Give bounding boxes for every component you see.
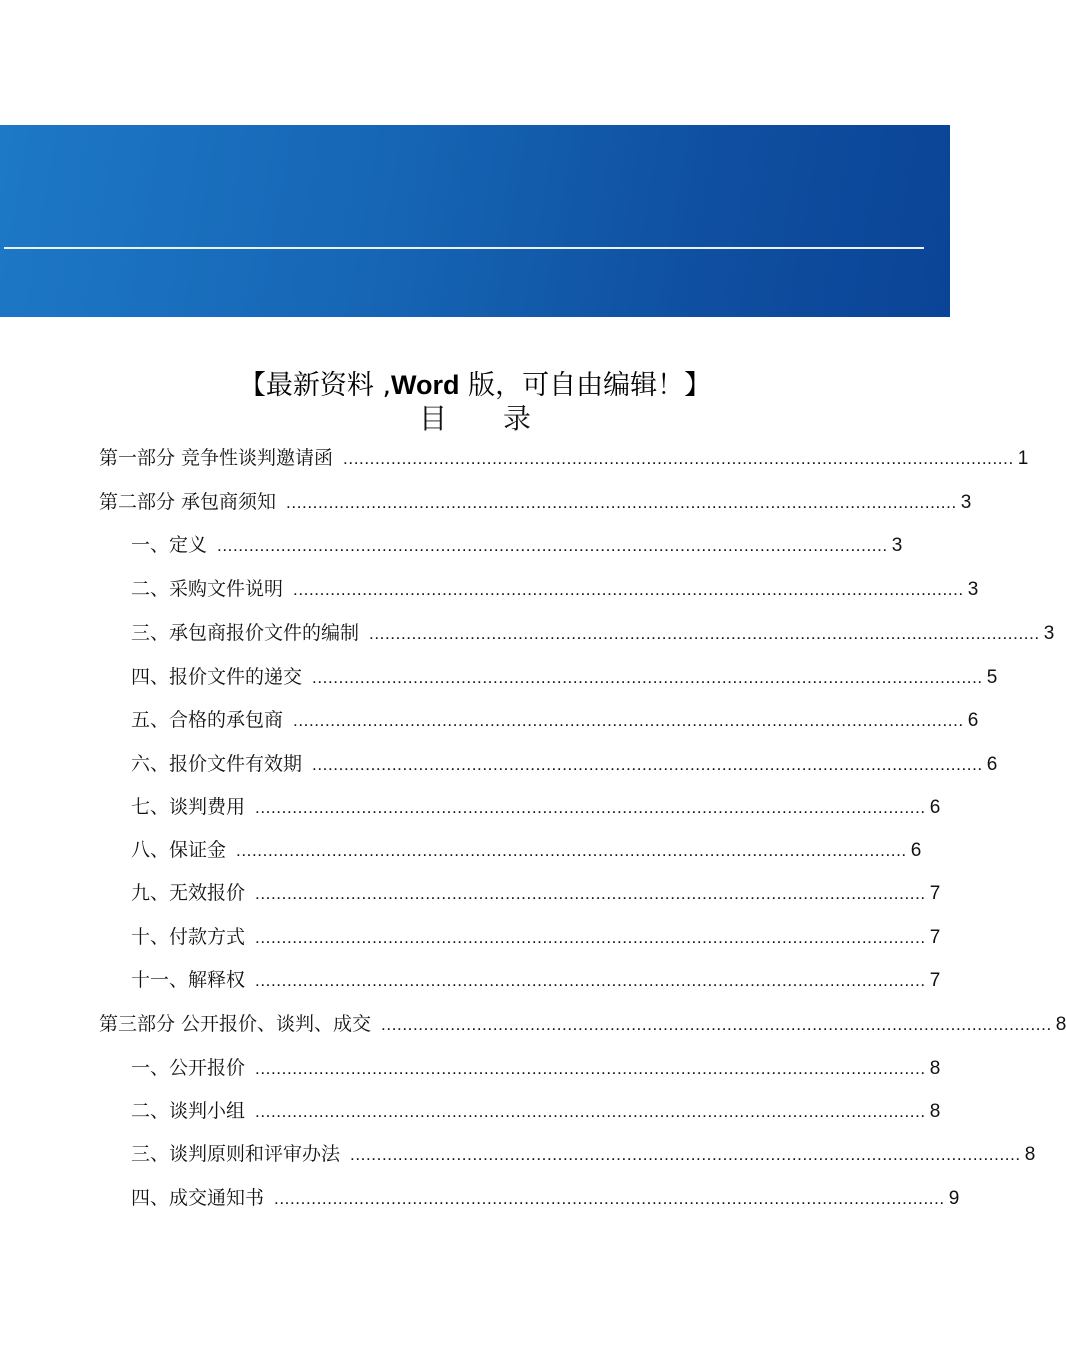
toc-entry-page: 8 [929,1058,941,1079]
toc-entry-page: 8 [1055,1014,1066,1035]
toc-leader: .............................................................................................................................. [255,1102,926,1121]
toc-entry-label: 二、谈判小组 [131,1100,246,1122]
toc-entry-page: 6 [986,754,998,775]
toc-leader: .............................................................................................................................. [286,493,957,512]
toc-entry-label: 九、无效报价 [131,882,246,904]
toc-entry-label: 一、公开报价 [131,1057,246,1079]
toc-entry[interactable] [131,880,941,906]
toc-entry[interactable] [99,1011,1066,1037]
toc-entry[interactable] [131,751,998,777]
toc-entry[interactable] [131,1185,960,1211]
toc-leader: .............................................................................................................................. [255,798,926,817]
toc-leader: .............................................................................................................................. [381,1015,1052,1034]
toc-entry[interactable] [131,576,979,602]
toc-entry[interactable] [131,837,922,863]
toc-leader: .............................................................................................................................. [255,971,926,990]
toc-leader: .............................................................................................................................. [293,711,964,730]
toc-leader: .............................................................................................................................. [255,1059,926,1078]
toc-entry[interactable] [131,1055,941,1081]
toc-entry-label: 一、定义 [131,534,208,556]
toc-entry-page: 3 [1043,623,1055,644]
toc-entry-page: 7 [929,927,941,948]
toc-entry[interactable] [131,532,903,558]
toc-leader: .............................................................................................................................. [350,1145,1021,1164]
editable-note-rest: 版，可自由编辑！】 [459,370,712,401]
toc-entry[interactable] [131,967,941,993]
editable-note-word: Word [391,370,460,400]
toc-entry-label: 第三部分 公开报价、谈判、成交 [99,1013,372,1035]
toc-leader: .............................................................................................................................. [274,1189,945,1208]
toc-entry-label: 第二部分 承包商须知 [99,491,277,513]
toc-entry-page: 7 [929,970,941,991]
toc-entry-label: 二、采购文件说明 [131,578,284,600]
toc-title: 目录 [418,402,587,435]
toc-entry-page: 7 [929,883,941,904]
toc-entry[interactable] [131,1098,941,1124]
toc-entry-label: 第一部分 竞争性谈判邀请函 [99,447,334,469]
toc-entry-page: 8 [929,1101,941,1122]
toc-entry[interactable] [99,489,972,515]
toc-entry-label: 八、保证金 [131,839,227,861]
toc-entry-label: 四、报价文件的递交 [131,666,303,688]
toc-leader: .............................................................................................................................. [369,624,1040,643]
toc-entry-page: 3 [891,535,903,556]
toc-entry-label: 六、报价文件有效期 [131,753,303,775]
toc-entry-page: 8 [1024,1144,1036,1165]
toc-leader: .............................................................................................................................. [217,536,888,555]
toc-entry-label: 四、成交通知书 [131,1187,265,1209]
toc-entry-label: 五、合格的承包商 [131,709,284,731]
toc-leader: .............................................................................................................................. [343,449,1014,468]
toc-entry-page: 9 [948,1188,960,1209]
toc-entry[interactable] [131,707,979,733]
toc-leader: .............................................................................................................................. [312,755,983,774]
toc-entry[interactable] [131,620,1055,646]
editable-note-open: 【最新资料 , [238,370,392,401]
toc-entry-page: 3 [967,579,979,600]
toc-entry[interactable] [99,445,1029,471]
toc-leader: .............................................................................................................................. [255,884,926,903]
toc-entry-page: 6 [967,710,979,731]
toc-entry-page: 6 [929,797,941,818]
toc-entry-page: 5 [986,667,998,688]
toc-entry-label: 三、承包商报价文件的编制 [131,622,360,644]
toc-entry[interactable] [131,664,998,690]
toc-entry-page: 3 [960,492,972,513]
toc-entry[interactable] [131,924,941,950]
toc-entry-label: 七、谈判费用 [131,796,246,818]
toc-leader: .............................................................................................................................. [236,841,907,860]
toc-entry[interactable] [131,1141,1036,1167]
toc-entry[interactable] [131,794,941,820]
toc-entry-page: 1 [1017,448,1029,469]
toc-entry-page: 6 [910,840,922,861]
toc-leader: .............................................................................................................................. [255,928,926,947]
toc-entry-label: 十、付款方式 [131,926,246,948]
toc-leader: .............................................................................................................................. [312,668,983,687]
toc-entry-label: 十一、解释权 [131,969,246,991]
toc-entry-label: 三、谈判原则和评审办法 [131,1143,341,1165]
toc-leader: .............................................................................................................................. [293,580,964,599]
